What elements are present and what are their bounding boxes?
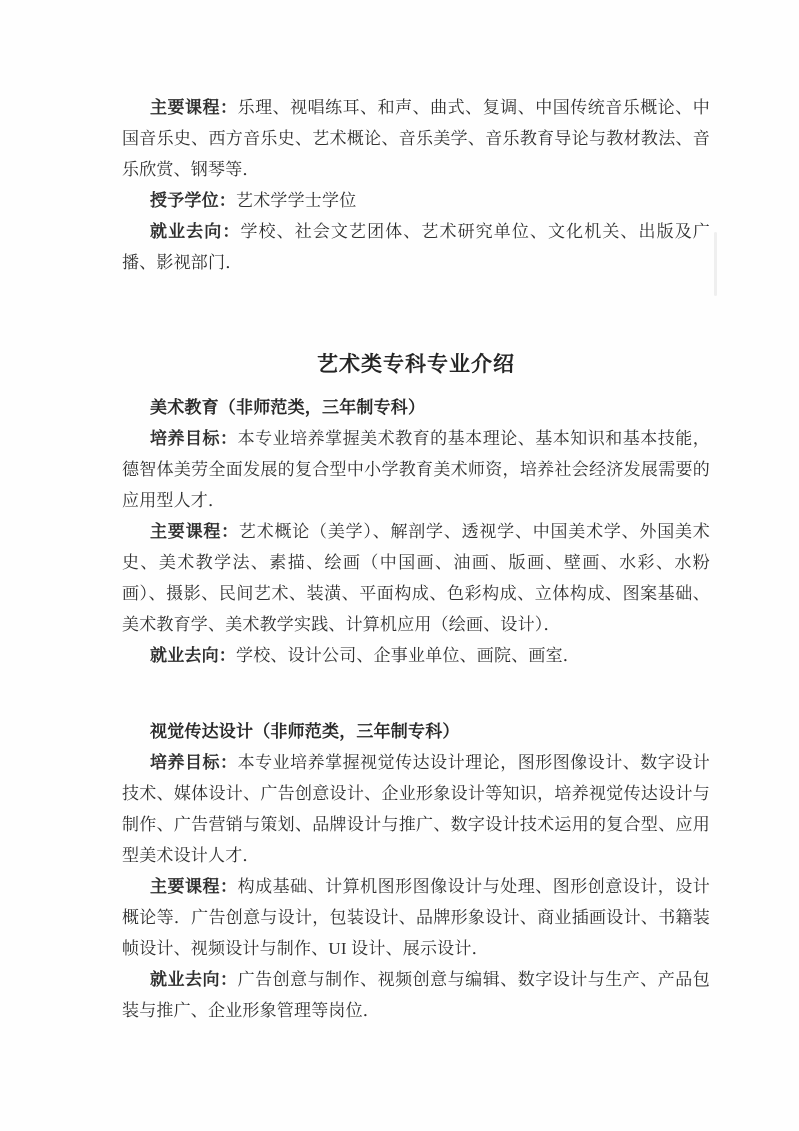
paragraph-music-employment bbox=[122, 216, 710, 278]
paragraph-music-main-courses bbox=[122, 92, 710, 185]
paragraph-art-education-employment bbox=[122, 640, 710, 671]
paragraph-visual-design-main-courses bbox=[122, 871, 710, 964]
paragraph-text: 本专业培养掌握视觉传达设计理论，图形图像设计、数字设计技术、媒体设计、广告创意设计、企业形象设计等知识，培养视觉传达设计与制作、广告营销与策划、品牌设计与推广、数字设计技术运用的复合型、应用型美术设计人才． bbox=[122, 753, 711, 865]
paragraph-text: 学校、社会文艺团体、艺术研究单位、文化机关、出版及广播、影视部门． bbox=[122, 222, 710, 272]
paragraph-label: 就业去向： bbox=[150, 646, 236, 665]
paragraph-text: 本专业培养掌握美术教育的基本理论、基本知识和基本技能，德智体美劳全面发展的复合型中小学教育美术师资，培养社会经济发展需要的应用型人才． bbox=[122, 429, 711, 510]
paragraph-label: 就业去向： bbox=[150, 222, 241, 241]
paragraph-art-education-objective bbox=[122, 423, 710, 516]
paragraph-label: 授予学位： bbox=[150, 191, 236, 210]
paragraph-text: 构成基础、计算机图形图像设计与处理、图形创意设计，设计概论等．广告创意与设计，包装设计、品牌形象设计、商业插画设计、书籍装帧设计、视频设计与制作、UI 设计、展示设计． bbox=[122, 877, 711, 958]
paragraph-label: 主要课程： bbox=[150, 522, 239, 541]
paragraph-text: 艺术学学士学位 bbox=[236, 191, 357, 210]
paragraph-text: 艺术概论（美学）、解剖学、透视学、中国美术学、外国美术史、美术教学法、素描、绘画（中国画、油画、版画、壁画、水彩、水粉画）、摄影、民间艺术、装潢、平面构成、色彩构成、立体构成、图案基础、美术教育学、美术教学实践、计算机应用（绘画、设计）． bbox=[122, 522, 710, 634]
paragraph-text: 乐理、视唱练耳、和声、曲式、复调、中国传统音乐概论、中国音乐史、西方音乐史、艺术概论、音乐美学、音乐教育导论与教材教法、音乐欣赏、钢琴等． bbox=[122, 98, 711, 179]
paragraph-visual-design-employment bbox=[122, 964, 710, 1026]
paragraph-label: 培养目标： bbox=[150, 429, 238, 448]
page-content bbox=[122, 92, 710, 1026]
paragraph-label: 培养目标： bbox=[150, 753, 238, 772]
section-heading: 艺术类专科专业介绍 bbox=[317, 353, 515, 376]
paragraph-visual-design-objective bbox=[122, 747, 710, 871]
paragraph-art-education-main-courses bbox=[122, 516, 710, 640]
scan-artifact bbox=[714, 232, 717, 296]
paragraph-text: 学校、设计公司、企事业单位、画院、画室． bbox=[236, 646, 580, 665]
paragraph-music-degree bbox=[122, 185, 710, 216]
paragraph-label: 主要课程： bbox=[150, 98, 238, 117]
paragraph-label: 主要课程： bbox=[150, 877, 238, 896]
paragraph-label: 就业去向： bbox=[150, 970, 238, 989]
paragraph-text: 广告创意与制作、视频创意与编辑、数字设计与生产、产品包装与推广、企业形象管理等岗位． bbox=[122, 970, 711, 1020]
major-title-art-education: 美术教育（非师范类，三年制专科） bbox=[150, 398, 426, 417]
major-title-visual-communication-design: 视觉传达设计（非师范类，三年制专科） bbox=[150, 722, 460, 741]
